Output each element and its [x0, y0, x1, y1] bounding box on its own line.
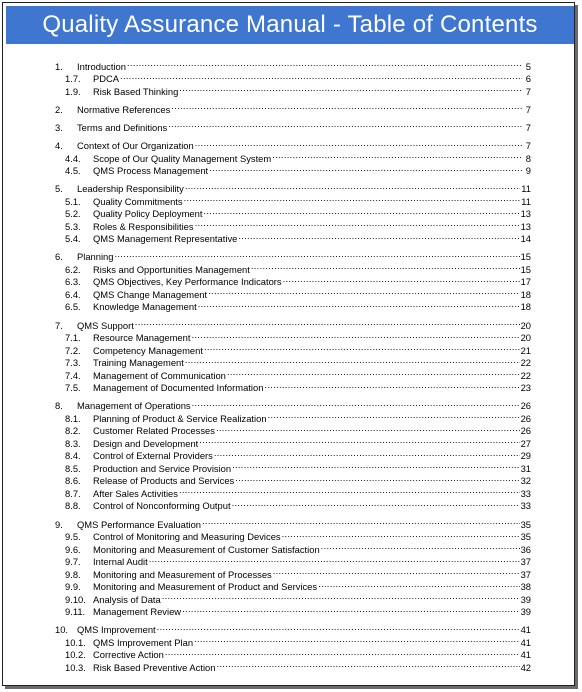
table-of-contents [55, 57, 531, 671]
toc-entry-number: 8.1. [65, 412, 81, 424]
toc-section-entry[interactable] [55, 57, 531, 70]
toc-entry-title[interactable]: QMS Improvement Plan [93, 636, 194, 648]
toc-dot-leader [195, 137, 522, 150]
toc-entry-title[interactable]: Control of Monitoring and Measuring Devices [93, 531, 281, 542]
toc-entry-title[interactable]: Resource Management [93, 332, 191, 344]
toc-dot-leader [268, 409, 520, 422]
toc-section-entry[interactable] [55, 137, 531, 150]
toc-dot-leader [135, 316, 520, 329]
toc-entry-title[interactable]: Scope of Our Quality Management System [93, 152, 272, 164]
toc-page-number: 6 [525, 73, 531, 84]
toc-dot-leader [168, 118, 522, 131]
toc-page-number: 36 [520, 543, 531, 555]
toc-page-number: 27 [520, 437, 531, 449]
toc-page-number: 15 [520, 263, 531, 275]
toc-entry-title[interactable]: Management of Operations [77, 400, 191, 412]
toc-dot-leader [179, 484, 520, 497]
toc-entry-title[interactable]: Roles & Responsibilities [93, 220, 194, 232]
toc-page-number: 32 [520, 475, 531, 487]
toc-entry-title[interactable]: Leadership Responsibility [77, 183, 184, 195]
toc-entry-number: 10. [55, 624, 69, 636]
toc-entry-title[interactable]: Design and Development [93, 437, 199, 449]
toc-entry-title[interactable]: QMS Change Management [93, 288, 208, 300]
toc-dot-leader [273, 565, 520, 578]
toc-dot-leader [149, 553, 520, 566]
toc-page-number: 33 [520, 487, 531, 499]
toc-dot-leader [208, 285, 519, 298]
toc-page-number: 20 [520, 332, 531, 344]
toc-entry-title[interactable]: Knowledge Management [93, 301, 197, 313]
toc-dot-leader [120, 70, 522, 83]
toc-subsection-entry[interactable] [55, 260, 531, 273]
toc-entry-number: 8.6. [65, 475, 81, 487]
toc-dot-leader [238, 230, 519, 243]
toc-entry-title[interactable]: Terms and Definitions [77, 121, 168, 133]
toc-dot-leader [185, 180, 520, 193]
toc-dot-leader [272, 149, 522, 162]
toc-page-number: 17 [520, 276, 531, 288]
toc-entry-number: 7.3. [65, 357, 81, 369]
toc-entry-title[interactable]: Customer Related Processes [93, 425, 215, 437]
toc-page-number: 37 [520, 568, 531, 580]
toc-dot-leader [115, 248, 520, 261]
toc-entry-number: 9.9. [65, 581, 81, 592]
toc-entry-number: 1. [55, 60, 63, 72]
toc-page-number: 37 [520, 556, 531, 567]
toc-entry-number: 7.5. [65, 382, 81, 394]
toc-entry-title[interactable]: Management Review [93, 606, 182, 617]
toc-dot-leader [216, 422, 520, 435]
toc-entry-title[interactable]: Management of Communication [93, 369, 226, 381]
toc-page-number: 11 [521, 183, 531, 195]
toc-section-entry[interactable] [55, 515, 531, 528]
toc-dot-leader [232, 459, 519, 472]
toc-page-number: 33 [520, 500, 531, 512]
toc-entry-number: 3. [55, 121, 63, 133]
toc-entry-title[interactable]: Control of External Providers [93, 450, 213, 462]
toc-dot-leader [283, 273, 520, 286]
toc-subsection-entry[interactable] [55, 82, 531, 95]
toc-entry-number: 10.2. [65, 649, 86, 661]
toc-page-number: 26 [520, 425, 531, 437]
toc-page-number: 7 [525, 121, 531, 133]
toc-entry-title[interactable]: Quality Policy Deployment [93, 208, 203, 220]
toc-entry-title[interactable]: QMS Support [77, 319, 134, 331]
toc-page-number: 7 [525, 103, 531, 115]
toc-dot-leader [209, 162, 522, 175]
toc-entry-number: 8.5. [65, 462, 81, 474]
toc-entry-title[interactable]: Monitoring and Measurement of Customer Satisfaction [93, 543, 320, 555]
toc-entry-number: 9.6. [65, 543, 81, 555]
toc-entry-title[interactable]: Risk Based Preventive Action [93, 661, 216, 673]
toc-page-number: 7 [525, 140, 531, 152]
toc-entry-title[interactable]: Corrective Action [93, 649, 164, 661]
toc-dot-leader [251, 260, 520, 273]
toc-entry-title[interactable]: Production and Service Provision [93, 462, 232, 474]
toc-entry-number: 7.4. [65, 369, 81, 381]
toc-entry-title[interactable]: Internal Audit [93, 556, 148, 567]
toc-dot-leader [232, 497, 520, 510]
toc-dot-leader [321, 540, 520, 553]
toc-entry-title[interactable]: Monitoring and Measurement of Product and Services [93, 581, 318, 592]
toc-page-number: 31 [520, 462, 531, 474]
toc-entry-number: 5. [55, 183, 63, 195]
toc-page-number: 41 [520, 636, 531, 648]
toc-entry-number: 1.9. [65, 85, 81, 97]
toc-entry-title[interactable]: Management of Documented Information [93, 382, 264, 394]
toc-entry-number: 5.2. [65, 208, 81, 220]
toc-dot-leader [185, 354, 520, 367]
toc-page-number: 14 [520, 233, 531, 245]
toc-page-number: 7 [525, 85, 531, 97]
toc-dot-leader [199, 434, 519, 447]
toc-dot-leader [264, 379, 519, 392]
toc-page-number: 22 [520, 357, 531, 369]
toc-entry-number: 2. [55, 103, 63, 115]
toc-entry-number: 6. [55, 251, 63, 263]
toc-page-number: 39 [520, 593, 531, 605]
toc-page-number: 41 [520, 649, 531, 661]
toc-page-number: 5 [525, 60, 531, 72]
toc-entry-number: 8.4. [65, 450, 81, 462]
toc-entry-number: 8.8. [65, 500, 81, 512]
toc-dot-leader [214, 447, 520, 460]
toc-dot-leader [318, 578, 519, 591]
toc-dot-leader [157, 621, 520, 634]
toc-entry-number: 9.7. [65, 556, 81, 567]
toc-entry-title[interactable]: Monitoring and Measurement of Processes [93, 568, 272, 580]
toc-page-number: 21 [520, 344, 531, 356]
toc-entry-title[interactable]: Control of Nonconforming Output [93, 500, 231, 512]
toc-dot-leader [194, 633, 520, 646]
toc-entry-number: 10.1. [65, 636, 86, 648]
toc-entry-number: 5.3. [65, 220, 81, 232]
toc-entry-title[interactable]: Competency Management [93, 344, 203, 356]
toc-entry-number: 5.4. [65, 233, 81, 245]
toc-page-number: 9 [525, 165, 531, 177]
toc-dot-leader [171, 100, 522, 113]
toc-entry-number: 1.7. [65, 73, 81, 84]
toc-dot-leader [179, 82, 522, 95]
toc-entry-title[interactable]: Planning of Product & Service Realization [93, 412, 267, 424]
toc-entry-number: 9. [55, 518, 63, 530]
toc-page-number: 15 [520, 251, 531, 263]
toc-section-entry[interactable] [55, 621, 531, 634]
toc-entry-title[interactable]: Training Management [93, 357, 184, 369]
toc-page-number: 18 [520, 288, 531, 300]
toc-entry-number: 8.3. [65, 437, 81, 449]
toc-dot-leader [282, 528, 520, 541]
toc-page-number: 23 [520, 382, 531, 394]
toc-entry-title[interactable]: QMS Performance Evaluation [77, 518, 202, 530]
toc-entry-number: 8.7. [65, 487, 81, 499]
toc-page-number: 35 [520, 531, 531, 542]
toc-entry-title[interactable]: Introduction [77, 60, 126, 72]
toc-page-number: 29 [520, 450, 531, 462]
toc-page-number: 18 [520, 301, 531, 313]
toc-section-entry[interactable] [55, 397, 531, 410]
toc-entry-number: 8.2. [65, 425, 81, 437]
toc-section-entry[interactable] [55, 316, 531, 329]
toc-entry-number: 6.5. [65, 301, 81, 313]
toc-entry-title[interactable]: QMS Process Management [93, 165, 209, 177]
toc-entry-title[interactable]: Quality Commitments [93, 195, 183, 207]
toc-entry-number: 8. [55, 400, 63, 412]
toc-page-number: 8 [525, 152, 531, 164]
toc-dot-leader [227, 366, 520, 379]
toc-page-number: 13 [520, 220, 531, 232]
toc-entry-title[interactable]: QMS Management Representative [93, 233, 238, 245]
toc-entry-title[interactable]: QMS Improvement [77, 624, 156, 636]
toc-page-number: 13 [520, 208, 531, 220]
toc-entry-number: 9.5. [65, 531, 81, 542]
toc-page-number: 20 [520, 319, 531, 331]
toc-dot-leader [204, 341, 520, 354]
toc-entry-number: 6.2. [65, 263, 81, 275]
toc-page-number: 38 [520, 581, 531, 592]
toc-page-number: 42 [520, 661, 531, 673]
toc-section-entry[interactable] [55, 248, 531, 261]
toc-dot-leader [216, 658, 519, 671]
toc-dot-leader [192, 397, 520, 410]
toc-dot-leader [165, 646, 520, 659]
toc-entry-title[interactable]: QMS Objectives, Key Performance Indicators [93, 276, 282, 288]
toc-dot-leader [184, 192, 521, 205]
toc-page-number: 11 [521, 195, 531, 207]
toc-section-entry[interactable] [55, 180, 531, 193]
toc-entry-title[interactable]: PDCA [93, 73, 120, 84]
toc-entry-number: 4. [55, 140, 63, 152]
toc-page-number: 26 [520, 412, 531, 424]
toc-entry-number: 7.1. [65, 332, 81, 344]
toc-entry-number: 7. [55, 319, 63, 331]
toc-entry-number: 10.3. [65, 661, 86, 673]
toc-dot-leader [127, 57, 522, 70]
toc-subsection-entry[interactable] [55, 70, 531, 83]
toc-entry-number: 9.10. [65, 593, 86, 605]
document-title: Quality Assurance Manual - Table of Contents [6, 6, 574, 44]
toc-dot-leader [202, 515, 520, 528]
toc-dot-leader [195, 217, 520, 230]
toc-page-number: 35 [520, 518, 531, 530]
toc-dot-leader [235, 472, 519, 485]
toc-page-number: 26 [520, 400, 531, 412]
toc-entry-title[interactable]: Risk Based Thinking [93, 85, 179, 97]
toc-dot-leader [198, 298, 520, 311]
toc-entry-title[interactable]: Context of Our Organization [77, 140, 194, 152]
toc-section-entry[interactable] [55, 118, 531, 131]
toc-entry-title[interactable]: Normative References [77, 103, 171, 115]
toc-entry-number: 9.8. [65, 568, 81, 580]
toc-entry-title[interactable]: Risks and Opportunities Management [93, 263, 250, 275]
toc-entry-number: 6.3. [65, 276, 81, 288]
toc-section-entry[interactable] [55, 100, 531, 113]
toc-entry-number: 4.5. [65, 165, 81, 177]
toc-entry-number: 4.4. [65, 152, 81, 164]
toc-entry-number: 5.1. [65, 195, 81, 207]
toc-entry-number: 6.4. [65, 288, 81, 300]
toc-entry-title[interactable]: Analysis of Data [93, 593, 161, 605]
toc-entry-title[interactable]: After Sales Activities [93, 487, 178, 499]
toc-dot-leader [182, 603, 519, 616]
toc-page-number: 39 [520, 606, 531, 617]
toc-page-number: 22 [520, 369, 531, 381]
document-page [2, 2, 575, 686]
toc-entry-title[interactable]: Release of Products and Services [93, 475, 235, 487]
toc-page-number: 41 [520, 624, 531, 636]
toc-dot-leader [162, 590, 520, 603]
toc-dot-leader [203, 205, 519, 218]
toc-entry-title[interactable]: Planning [77, 251, 114, 263]
toc-dot-leader [191, 329, 519, 342]
toc-entry-number: 7.2. [65, 344, 81, 356]
toc-entry-number: 9.11. [65, 606, 86, 617]
